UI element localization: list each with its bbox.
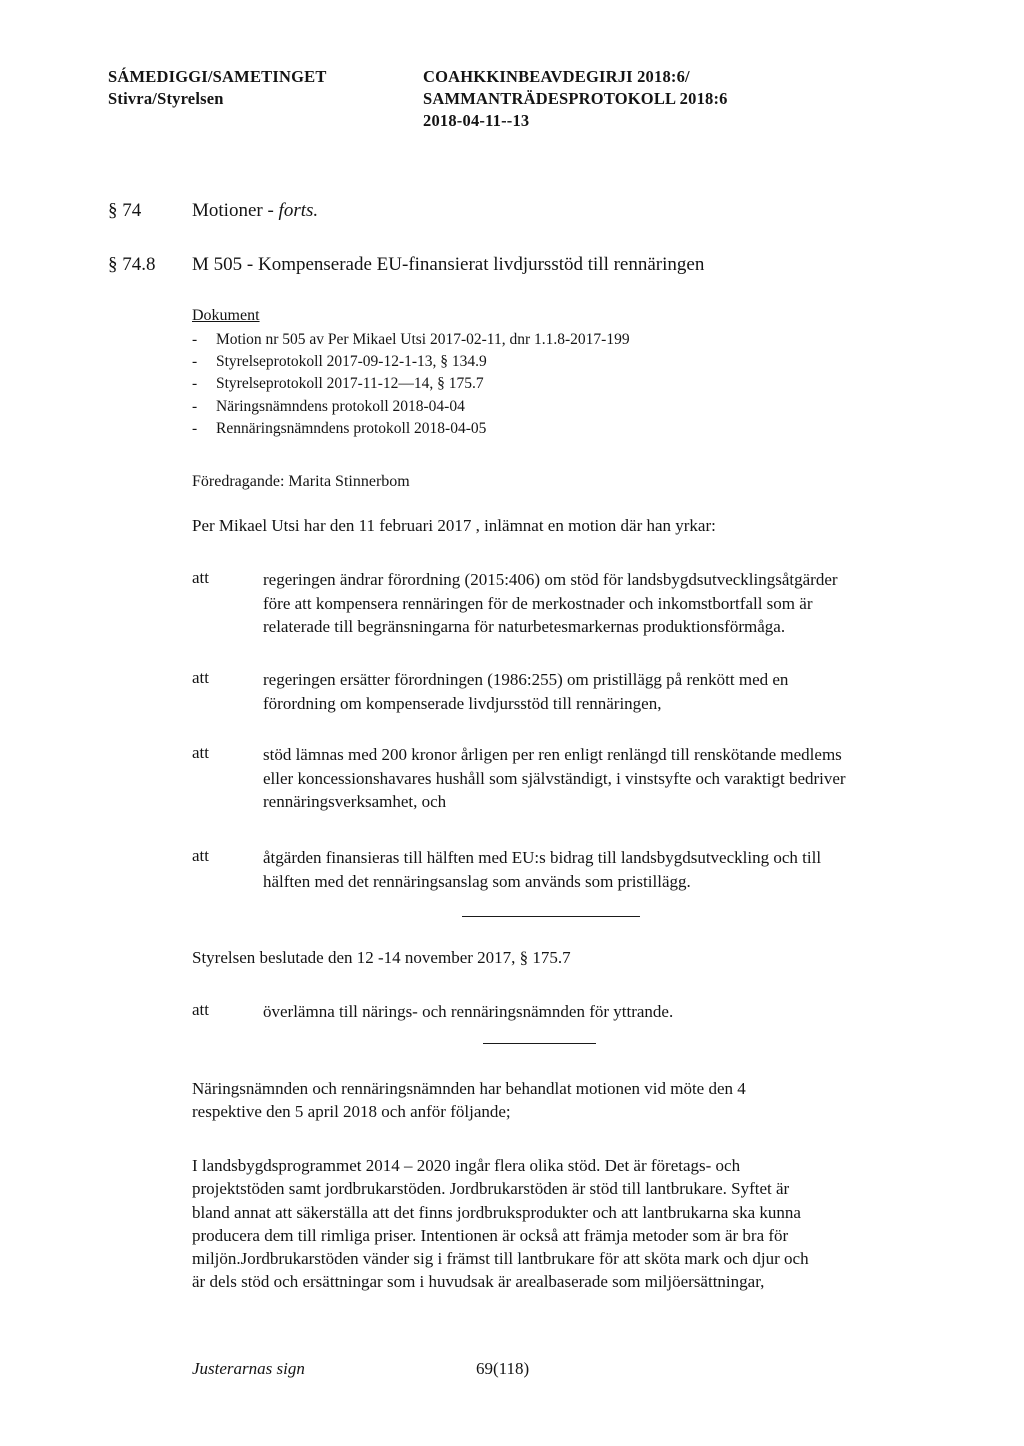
decision-text: Styrelsen beslutade den 12 -14 november 2017, § 175.7 [192, 948, 571, 967]
subsection-title: M 505 - Kompenserade EU-finansierat livdjursstöd till rennäringen [192, 254, 705, 275]
claim-text: stöd lämnas med 200 kronor årligen per ren enligt renlängd till renskötande medlems eller koncessionshavares hushåll som självständigt, i vinstsyfte och varaktigt bedriver rennäringsverksamhet, och [263, 745, 846, 811]
header-date: 2018-04-11--13 [423, 111, 530, 130]
header-body: Stivra/Styrelsen [108, 89, 224, 108]
separator-line [483, 1043, 596, 1044]
section-title [192, 199, 318, 223]
documents-list [192, 329, 630, 440]
intro-text: Per Mikael Utsi har den 11 februari 2017 , inlämnat en motion där han yrkar: [192, 516, 716, 535]
footer-signature-label: Justerarnas sign [192, 1359, 305, 1378]
claim-text: regeringen ersätter förordningen (1986:255) om pristillägg på renkött med en förordning om kompenserade livdjursstöd till rennäringen, [263, 670, 789, 713]
header-organization: SÁMEDIGGI/SAMETINGET [108, 67, 327, 86]
header-left [108, 66, 327, 110]
presenter: Föredragande: Marita Stinnerbom [192, 473, 410, 490]
claim-att: att [192, 846, 209, 865]
page-number: 69(118) [476, 1359, 530, 1378]
header-protocol-title-sv: SAMMANTRÄDESPROTOKOLL 2018:6 [423, 89, 728, 108]
list-item: - Styrelseprotokoll 2017-09-12-1-13, § 134.9 [192, 353, 487, 371]
subsection-number: § 74.8 [108, 254, 156, 275]
program-paragraph: I landsbygdsprogrammet 2014 – 2020 ingår flera olika stöd. Det är företags- och projektstöden samt jordbrukarstöden. Jordbrukarstöden är stöd till lantbrukare. Syftet är bland annat att säkerställa att det finns jordbruksprodukter och att lantbrukarna ska kunna producera dem till rimliga priser. Intentionen är också att främja metoder som är bra för miljön.Jordbrukarstöden vänder sig i främst till lantbrukare för att sköta mark och djur och är dels stöd och ersättningar som i huvudsak är arealbaserade som miljöersättningar, [192, 1156, 809, 1292]
section-number: § 74 [108, 200, 142, 221]
claim-att: att [192, 568, 209, 587]
documents-label: Dokument [192, 307, 260, 324]
claim-att: att [192, 668, 209, 687]
decision-att: att [192, 1000, 209, 1019]
list-item: - Näringsnämndens protokoll 2018-04-04 [192, 397, 465, 415]
committee-paragraph: Näringsnämnden och rennäringsnämnden har behandlat motionen vid möte den 4 respektive den 5 april 2018 och anför följande; [192, 1079, 746, 1122]
section-title-italic: forts. [278, 200, 319, 221]
header-right [423, 66, 728, 132]
header-protocol-title: COAHKKINBEAVDEGIRJI 2018:6/ [423, 67, 690, 86]
decision-action: överlämna till närings- och rennäringsnämnden för yttrande. [263, 1002, 674, 1021]
section-title-text: Motioner - [192, 200, 279, 221]
claim-text: åtgärden finansieras till hälften med EU:s bidrag till landsbygdsutveckling och till hälften med det rennäringsanslag som används som pristillägg. [263, 848, 822, 891]
list-item: - Rennäringsnämndens protokoll 2018-04-05 [192, 419, 487, 437]
claim-text: regeringen ändrar förordning (2015:406) om stöd för landsbygdsutvecklingsåtgärder före att kompensera rennäringen för de merkostnader och inkomstbortfall som är relaterade till begränsningarna för naturbetesmarkernas produktionsförmåga. [263, 570, 838, 636]
list-item: - Motion nr 505 av Per Mikael Utsi 2017-02-11, dnr 1.1.8-2017-199 [192, 331, 630, 348]
claim-att: att [192, 743, 209, 762]
separator-line [462, 916, 640, 917]
list-item: - Styrelseprotokoll 2017-11-12—14, § 175.7 [192, 375, 484, 393]
